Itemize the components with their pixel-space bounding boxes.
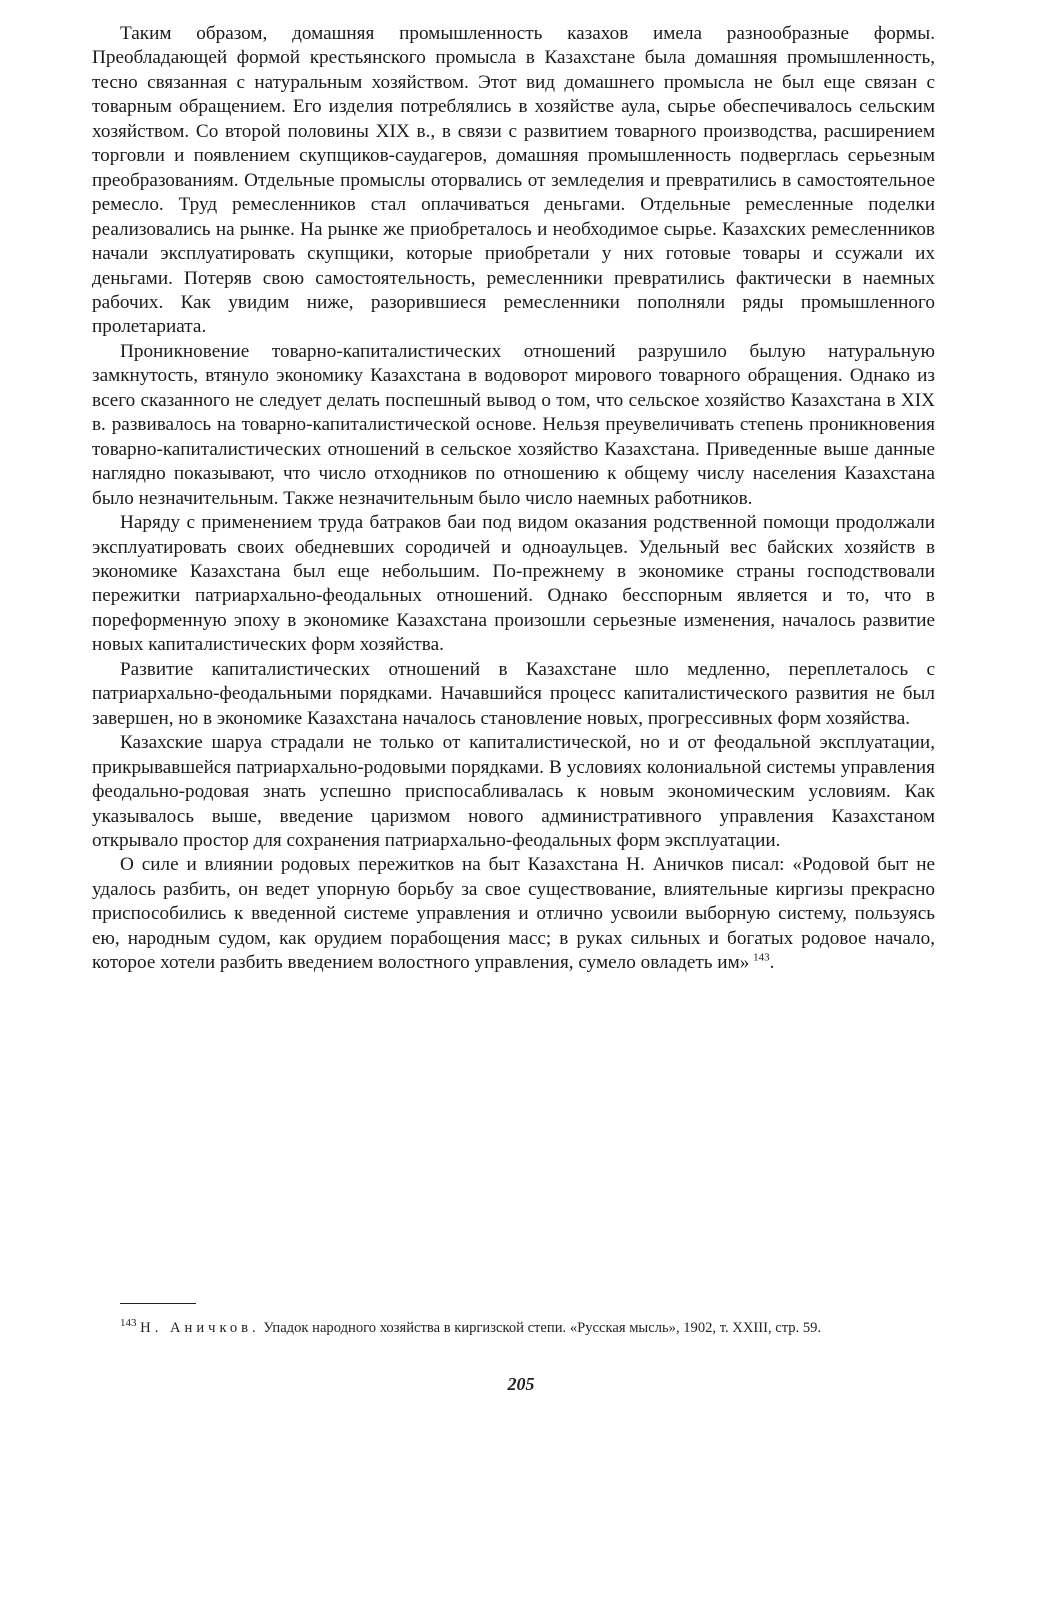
footnote-author: Н. Аничков.	[140, 1320, 260, 1336]
page-body	[92, 22, 935, 976]
paragraph-6: О силе и влиянии родовых пережитков на быт Казахстана Н. Аничков писал: «Родовой быт не удалось разбить, он ведет упорную борьбу за свое существование, влиятельные киргизы прекрасно приспособились к введенной системе управления и отлично усвоили выборную систему, пользуясь ею, народным судом, как орудием порабощения масс; в руках сильных и богатых родовое начало, которое хотели разбить введением волостного управления, сумело овладеть им» $^{143}$.	[92, 854, 935, 974]
footnote-text: Упадок народного хозяйства в киргизской степи. «Русская мысль», 1902, т. XXIII, стр. 59.	[259, 1320, 822, 1336]
footnote-divider	[120, 1303, 196, 1304]
footnote-number: 143	[120, 1317, 137, 1330]
page-number: 205	[507, 1374, 535, 1394]
footnote	[92, 1318, 935, 1338]
paragraph-4: Развитие капиталистических отношений в Казахстане шло медленно, переплеталось с патриархально-феодальными порядками. Начавшийся процесс капиталистического развития не был завершен, но в экономике Казахстана началось становление новых, прогрессивных форм хозяйства.	[92, 658, 935, 729]
footnote-reference: 143	[753, 951, 770, 964]
paragraph-2: Проникновение товарно-капиталистических отношений разрушило былую натуральную замкнутость, втянуло экономику Казахстана в водоворот мирового товарного обращения. Однако из всего сказанного не следует делать поспешный вывод о том, что сельское хозяйство Казахстана в XIX в. развивалось на товарно-капиталистической основе. Нельзя преувеличивать степень проникновения товарно-капиталистических отношений в сельское хозяйство Казахстана. Приведенные выше данные наглядно показывают, что число отходников по отношению к общему числу населения Казахстана было незначительным. Также незначительным было число наемных работников.	[92, 340, 935, 509]
paragraph-6-text: О силе и влиянии родовых пережитков на быт Казахстана Н. Аничков писал: «Родовой быт не удалось разбить, он ведет упорную борьбу за свое существование, влиятельные киргизы прекрасно приспособились к введенной системе управления и отлично усвоили выборную систему, пользуясь ею, народным судом, как орудием порабощения масс; в руках сильных и богатых родовое начало, которое хотели разбить введением волостного управления, сумело овладеть им»	[92, 854, 935, 974]
paragraph-5: Казахские шаруа страдали не только от капиталистической, но и от феодальной эксплуатации, прикрывавшейся патриархально-родовыми порядками. В условиях колониальной системы управления феодально-родовая знать успешно приспосабливалась к новым экономическим условиям. Как указывалось выше, введение царизмом нового административного управления Казахстаном открывало простор для сохранения патриархально-феодальных форм эксплуатации.	[92, 732, 935, 851]
paragraph-1: Таким образом, домашняя промышленность казахов имела разнообразные формы. Преобладающей формой крестьянского промысла в Казахстане была домашняя промышленность, тесно связанная с натуральным хозяйством. Этот вид домашнего промысла не был еще связан с товарным обращением. Его изделия потреблялись в хозяйстве аула, сырье обеспечивалось сельским хозяйством. Со второй половины XIX в., в связи с развитием товарного производства, расширением торговли и появлением скупщиков-саудагеров, домашняя промышленность подверглась серьезным преобразованиям. Отдельные промыслы оторвались от земледелия и превратились в самостоятельное ремесло. Труд ремесленников стал оплачиваться деньгами. Отдельные ремесленные поделки реализовались на рынке. На рынке же приобреталось и необходимое сырье. Казахских ремесленников начали эксплуатировать скупщики, которые приобретали у них готовые товары и ссужали их деньгами. Потеряв свою самостоятельность, ремесленники превратились фактически в наемных рабочих. Как увидим ниже, разорившиеся ремесленники пополняли ряды промышленного пролетариата.	[92, 23, 935, 338]
paragraph-3: Наряду с применением труда батраков баи под видом оказания родственной помощи продолжали эксплуатировать своих обедневших сородичей и одноаульцев. Удельный вес байских хозяйств в экономике Казахстана был еще небольшим. По-прежнему в экономике страны господствовали пережитки патриархально-феодальных отношений. Однако бесспорным является и то, что в пореформенную эпоху в экономике Казахстана произошли серьезные изменения, началось развитие новых капиталистических форм хозяйства.	[92, 512, 935, 656]
